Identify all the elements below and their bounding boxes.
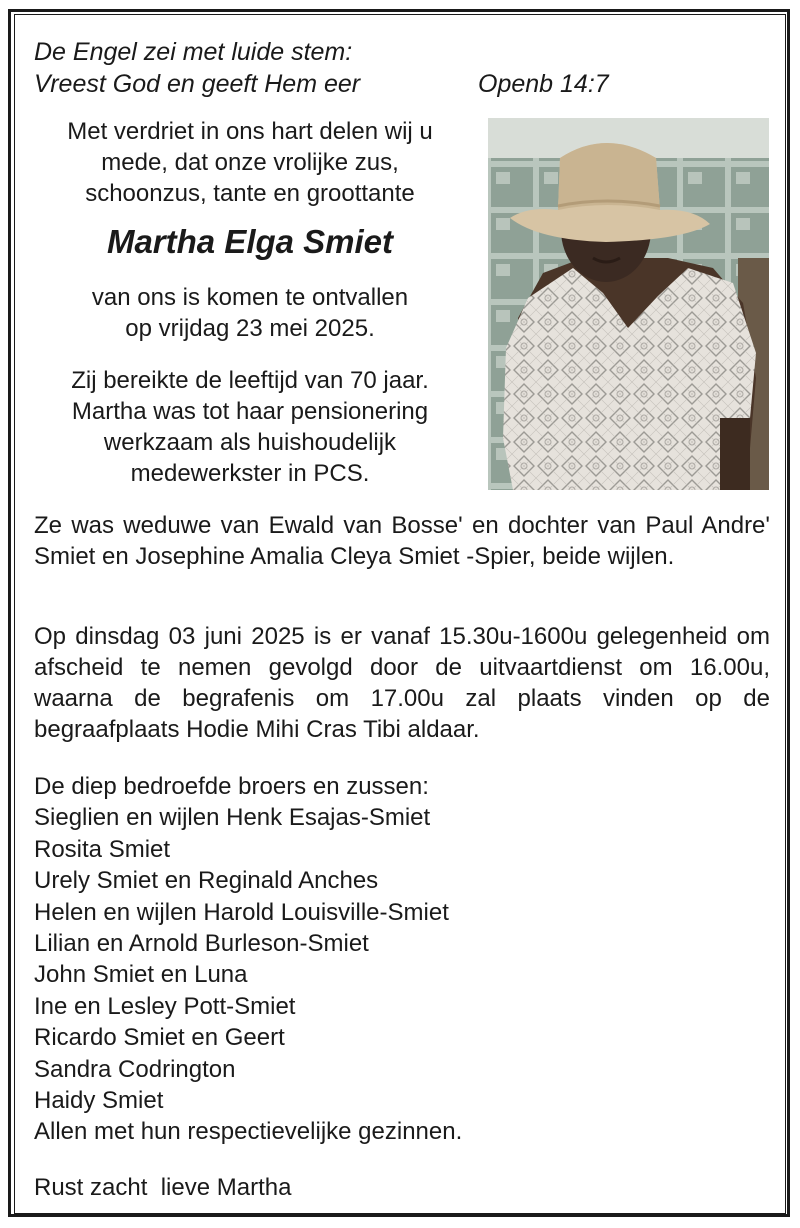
bio-line: Zij bereikte de leeftijd van 70 jaar. (71, 367, 429, 394)
bio-line: medewerkster in PCS. (130, 460, 370, 487)
mourner-item: Haidy Smiet (34, 1087, 164, 1115)
mourner-item: Ine en Lesley Pott-Smiet (34, 992, 296, 1020)
mourner-item: Urely Smiet en Reginald Anches (34, 867, 379, 895)
bio-line: Martha was tot haar pensionering (71, 398, 429, 425)
mourners-list (34, 771, 462, 1148)
bible-verse (34, 36, 360, 100)
passing-line: van ons is komen te ontvallen (91, 284, 409, 311)
bio-line: werkzaam als huishoudelijk (103, 429, 397, 456)
intro-line: schoonzus, tante en groottante (85, 180, 415, 207)
passing-notice (30, 282, 470, 344)
mourner-item: Lilian en Arnold Burleson-Smiet (34, 930, 369, 958)
intro-line: mede, dat onze vrolijke zus, (101, 149, 399, 176)
passing-line: op vrijdag 23 mei 2025. (125, 315, 375, 342)
deceased-name: Martha Elga Smiet (106, 223, 394, 260)
biography (30, 365, 470, 489)
intro-line: Met verdriet in ons hart delen wij u (67, 118, 433, 145)
mourner-item: Rosita Smiet (34, 835, 171, 863)
family-background-paragraph: Ze was weduwe van Ewald van Bosse' en dochter van Paul Andre' Smiet en Josephine Amalia Cleya Smiet -Spier, beide wijlen. (34, 512, 770, 570)
portrait-photo (488, 118, 769, 490)
mourner-item: John Smiet en Luna (34, 961, 248, 989)
mourners-footer: Allen met hun respectievelijke gezinnen. (34, 1118, 463, 1146)
mourner-item: Sandra Codrington (34, 1055, 236, 1083)
mourner-item: Sieglien en wijlen Henk Esajas-Smiet (34, 804, 431, 832)
funeral-service-paragraph: Op dinsdag 03 juni 2025 is er vanaf 15.30u-1600u gelegenheid om afscheid te nemen gevolgd door de uitvaartdienst om 16.00u, waarna de begrafenis om 17.00u zal plaats vinden op de begraafplaats Hodie Mihi Cras Tibi aldaar. (34, 623, 770, 743)
announcement-intro (30, 116, 470, 209)
verse-line: Vreest God en geeft Hem eer (34, 70, 361, 98)
mourner-item: Helen en wijlen Harold Louisville-Smiet (34, 898, 449, 926)
mourner-item: Ricardo Smiet en Geert (34, 1024, 285, 1052)
verse-line: De Engel zei met luide stem: (34, 38, 353, 66)
verse-reference: Openb 14:7 (478, 70, 609, 98)
mourners-heading: De diep bedroefde broers en zussen: (34, 773, 429, 800)
closing-farewell: Rust zacht lieve Martha (34, 1174, 292, 1201)
